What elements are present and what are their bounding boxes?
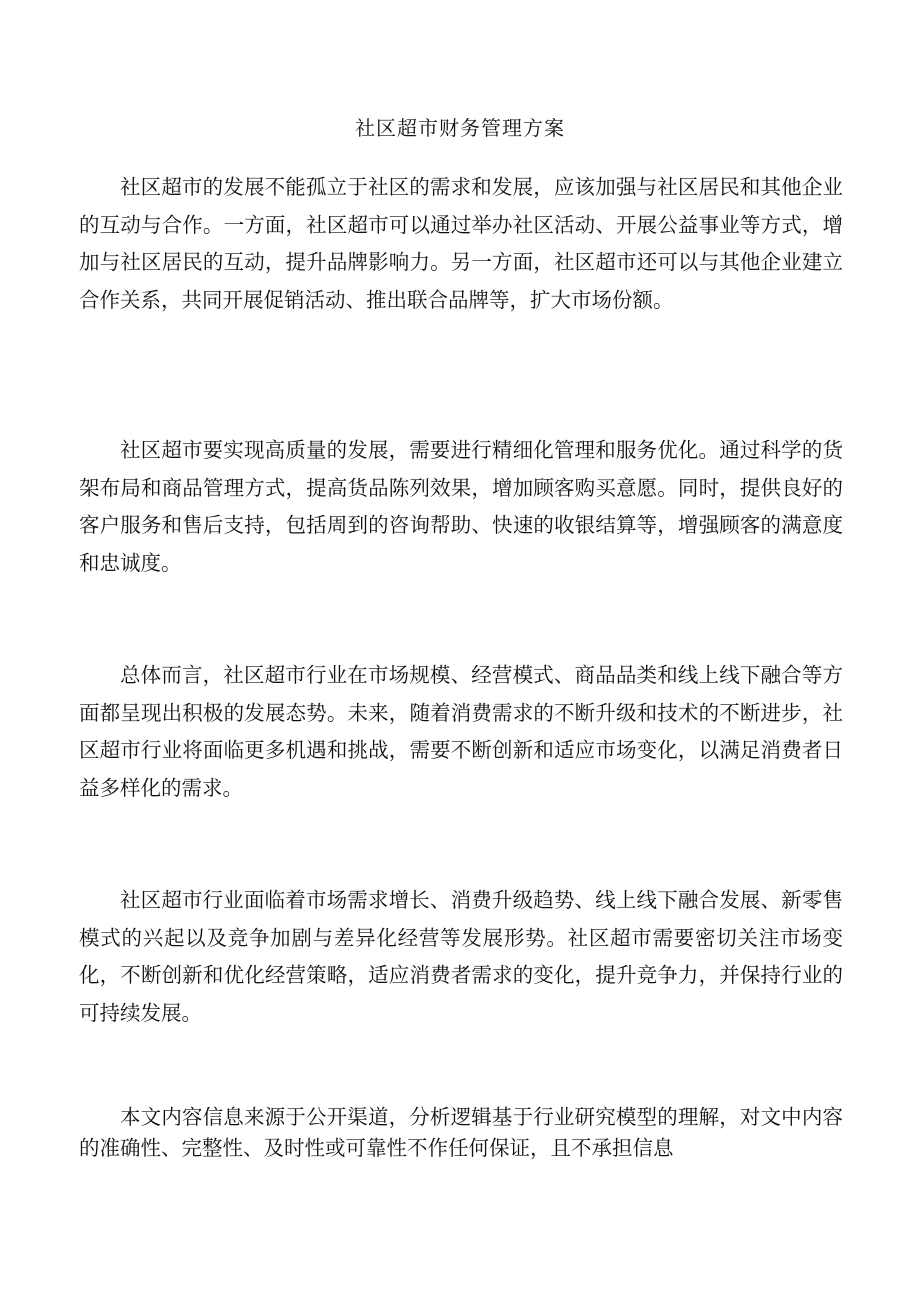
paragraph-2: 社区超市要实现高质量的发展，需要进行精细化管理和服务优化。通过科学的货架布局和商品管理方式，提高货品陈列效果，增加顾客购买意愿。同时，提供良好的客户服务和售后支持，包括周到的咨询帮助、快速的收银结算等，增强顾客的满意度和忠诚度。 [79,438,843,575]
disclaimer-paragraph: 本文内容信息来源于公开渠道，分析逻辑基于行业研究模型的理解，对文中内容的准确性、完整性、及时性或可靠性不作任何保证，且不承担信息 [79,1105,843,1160]
paragraph-1: 社区超市的发展不能孤立于社区的需求和发展，应该加强与社区居民和其他企业的互动与合作。一方面，社区超市可以通过举办社区活动、开展公益事业等方式，增加与社区居民的互动，提升品牌影响力。另一方面，社区超市还可以与其他企业建立合作关系，共同开展促销活动、推出联合品牌等，扩大市场份额。 [79,175,843,312]
paragraph-4: 社区超市行业面临着市场需求增长、消费升级趋势、线上线下融合发展、新零售模式的兴起以及竞争加剧与差异化经营等发展形势。社区超市需要密切关注市场变化，不断创新和优化经营策略，适应消费者需求的变化，提升竞争力，并保持行业的可持续发展。 [79,888,843,1025]
paragraph-3: 总体而言，社区超市行业在市场规模、经营模式、商品品类和线上线下融合等方面都呈现出积极的发展态势。未来，随着消费需求的不断升级和技术的不断进步，社区超市行业将面临更多机遇和挑战，需要不断创新和适应市场变化，以满足消费者日益多样化的需求。 [79,663,843,800]
document-title: 社区超市财务管理方案 [355,116,565,140]
